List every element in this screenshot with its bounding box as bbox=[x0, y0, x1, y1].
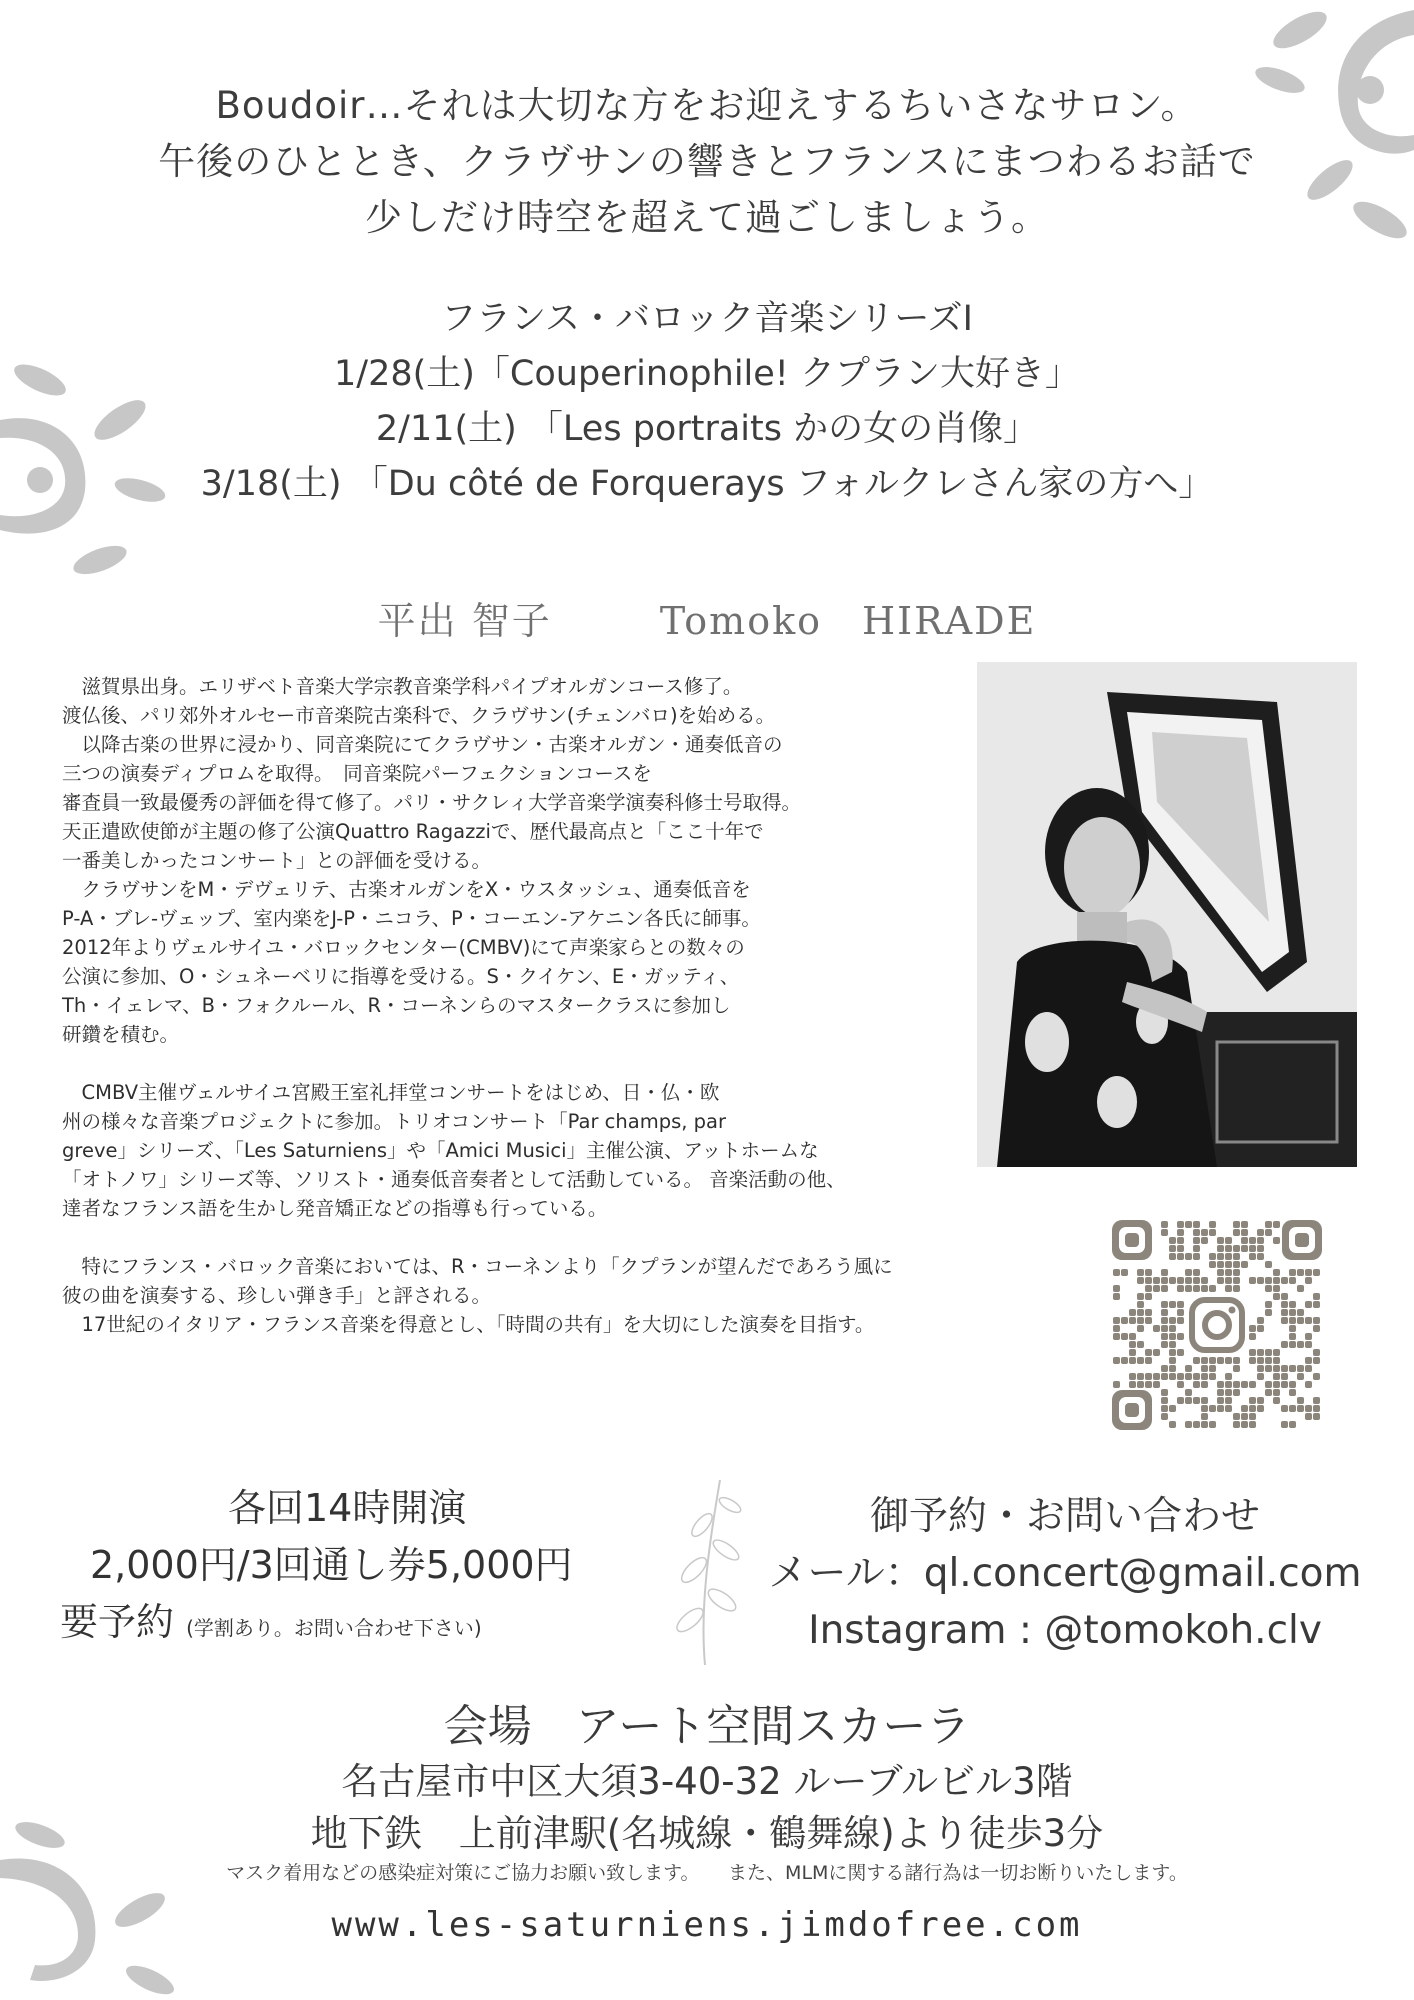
notice-text: マスク着用などの感染症対策にご協力お願い致します。 また、MLMに関する諸行為は一切お断りいたします。 bbox=[226, 1862, 1188, 1884]
bio-line: 渡仏後、パリ郊外オルセー市音楽院古楽科で、クラヴサン(チェンバロ)を始める。 bbox=[62, 704, 776, 727]
bio-line: 審査員一致最優秀の評価を得て修了。パリ・サクレィ大学音楽学演奏科修士号取得。 bbox=[62, 791, 802, 814]
contact-instagram[interactable]: Instagram : @tomokoh.clv bbox=[808, 1608, 1322, 1653]
bio-line: 17世紀のイタリア・フランス音楽を得意とし、「時間の共有」を大切にした演奏を目指す。 bbox=[62, 1313, 875, 1336]
performer-name-jp: 平出 智子 bbox=[377, 599, 552, 643]
intro-line: 少しだけ時空を超えて過ごしましょう。 bbox=[365, 196, 1049, 239]
concert-date-1: 1/28(土)「Couperinophile! クプラン大好き」 bbox=[334, 354, 1080, 394]
venue-access: 地下鉄 上前津駅(名城線・鶴舞線)より徒歩3分 bbox=[310, 1812, 1104, 1855]
bio-line: greve」シリーズ、「Les Saturniens」や「Amici Musici」主催公演、アットホームな bbox=[62, 1139, 819, 1162]
contact-email[interactable]: メール：ql.concert@gmail.com bbox=[768, 1551, 1362, 1596]
biography bbox=[62, 672, 1082, 1339]
instagram-icon bbox=[1187, 1295, 1247, 1355]
bio-line: 天正遣欧使節が主題の修了公演Quattro Ragazziで、歴代最高点と「ここ十年で bbox=[62, 820, 764, 843]
leaf-sprig-ornament bbox=[660, 1470, 750, 1670]
bio-line: 達者なフランス語を生かし発音矯正などの指導も行っている。 bbox=[62, 1197, 608, 1220]
bio-line: 特にフランス・バロック音楽においては、R・コーネンより「クプランが望んだであろう風に bbox=[62, 1255, 893, 1278]
venue-name: 会場 アート空間スカーラ bbox=[443, 1701, 971, 1752]
bio-line: Th・イェレマ、B・フォクルール、R・コーネンらのマスタークラスに参加し bbox=[62, 994, 731, 1017]
series-title: フランス・バロック音楽シリーズⅠ bbox=[441, 299, 973, 339]
bio-line: 彼の曲を演奏する、珍しい弾き手」と評される。 bbox=[62, 1284, 492, 1307]
bio-line: 公演に参加、O・シュネーベリに指導を受ける。S・クイケン、E・ガッティ、 bbox=[62, 965, 740, 988]
intro-text bbox=[0, 78, 1414, 246]
venue-info bbox=[0, 1698, 1414, 1860]
concert-date-2: 2/11(土) 「Les portraits かの女の肖像」 bbox=[375, 409, 1039, 449]
contact-heading: 御予約・お問い合わせ bbox=[869, 1494, 1260, 1539]
intro-line: Boudoir…それは大切な方をお迎えするちいさなサロン。 bbox=[215, 84, 1199, 127]
bio-line: 三つの演奏ディプロムを取得。 同音楽院パーフェクションコースを bbox=[62, 762, 652, 785]
bio-line: 州の様々な音楽プロジェクトに参加。トリオコンサート「Par champs, par bbox=[62, 1110, 726, 1133]
concert-series bbox=[0, 292, 1414, 512]
website-url[interactable]: www.les-saturniens.jimdofree.com bbox=[331, 1905, 1083, 1945]
ticket-price: 2,000円/3回通し券5,000円 bbox=[90, 1543, 573, 1587]
instagram-qr-code bbox=[1110, 1218, 1324, 1432]
bio-line: 「オトノワ」シリーズ等、ソリスト・通奏低音奏者として活動している。 音楽活動の他、 bbox=[62, 1168, 846, 1191]
bio-line: 研鑽を積む。 bbox=[62, 1023, 180, 1046]
concert-date-3: 3/18(土) 「Du côté de Forquerays フォルクレさん家の方へ」 bbox=[200, 464, 1214, 504]
bio-line: 以降古楽の世界に浸かり、同音楽院にてクラヴサン・古楽オルガン・通奏低音の bbox=[62, 733, 783, 756]
start-time: 各回14時開演 bbox=[228, 1486, 467, 1530]
performer-name-en: Tomoko HIRADE bbox=[659, 599, 1037, 643]
ticket-info bbox=[60, 1480, 660, 1657]
performer-photo bbox=[977, 662, 1357, 1167]
performer-name bbox=[0, 590, 1414, 645]
bio-line: クラヴサンをM・デヴェリテ、古楽オルガンをX・ウスタッシュ、通奏低音を bbox=[62, 878, 751, 901]
student-discount-note: (学割あり。お問い合わせ下さい) bbox=[186, 1616, 482, 1640]
contact-info bbox=[740, 1488, 1390, 1659]
reservation-line bbox=[60, 1594, 660, 1657]
reservation-required: 要予約 bbox=[60, 1600, 175, 1644]
bio-line: 一番美しかったコンサート」との評価を受ける。 bbox=[62, 849, 492, 872]
intro-line: 午後のひととき、クラヴサンの響きとフランスにまつわるお話で bbox=[158, 140, 1256, 183]
bio-line: P-A・ブレ-ヴェップ、室内楽をJ-P・ニコラ、P・コーエン-アケニン各氏に師事。 bbox=[62, 907, 761, 930]
bio-line: 滋賀県出身。エリザベト音楽大学宗教音楽学科パイプオルガンコース修了。 bbox=[62, 675, 743, 698]
bio-line: 2012年よりヴェルサイユ・バロックセンター(CMBV)にて声楽家らとの数々の bbox=[62, 936, 745, 959]
bio-line: CMBV主催ヴェルサイユ宮殿王室礼拝堂コンサートをはじめ、日・仏・欧 bbox=[62, 1081, 720, 1104]
venue-address: 名古屋市中区大須3-40-32 ルーブルビル3階 bbox=[341, 1760, 1073, 1803]
